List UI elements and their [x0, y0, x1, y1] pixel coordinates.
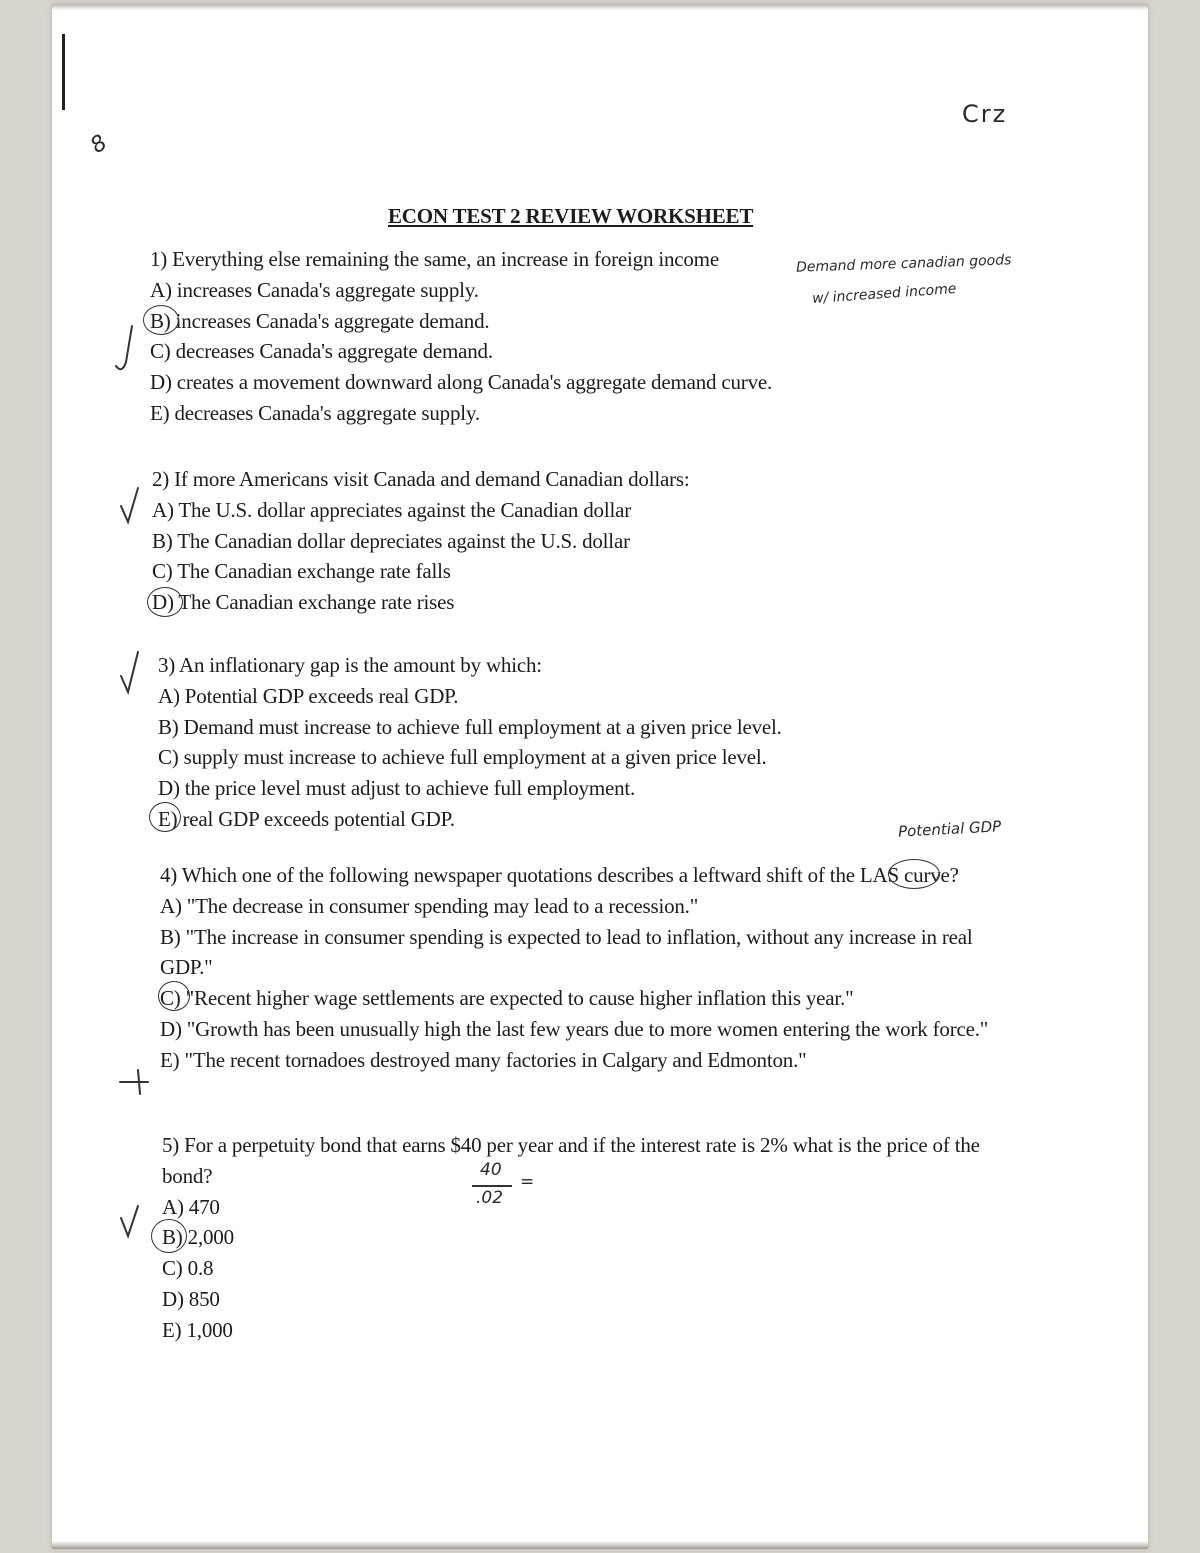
- arrow-mark-icon: [116, 1066, 152, 1096]
- calc-equals: =: [520, 1172, 535, 1192]
- question-4: [160, 860, 1000, 1076]
- option-b: B) increases Canada's aggregate demand.: [150, 308, 490, 333]
- option-d: D) the price level must adjust to achieve full employment.: [158, 776, 636, 801]
- calc-numerator: 40: [480, 1160, 502, 1180]
- handwritten-note: Demand more canadian goods: [795, 252, 1012, 276]
- option-a: A) increases Canada's aggregate supply.: [150, 277, 479, 302]
- option-c: C) The Canadian exchange rate falls: [152, 559, 451, 584]
- option-d: D) 850: [162, 1286, 220, 1311]
- question-1: [150, 244, 772, 429]
- margin-pen-stroke: [62, 34, 65, 110]
- worksheet-page: [52, 4, 1148, 1549]
- handwritten-note: Potential GDP: [897, 817, 1002, 841]
- checkmark-icon: [118, 1202, 142, 1240]
- option-a: A) Potential GDP exceeds real GDP.: [158, 683, 459, 708]
- question-5: [162, 1130, 992, 1346]
- option-e: E) "The recent tornadoes destroyed many factories in Calgary and Edmonton.": [160, 1047, 807, 1072]
- answer-circle-q4: [158, 981, 190, 1011]
- question-2: [152, 464, 690, 618]
- option-e: E) real GDP exceeds potential GDP.: [158, 806, 455, 831]
- option-e: E) 1,000: [162, 1317, 233, 1342]
- question-stem: 2) If more Americans visit Canada and demand Canadian dollars:: [152, 467, 690, 491]
- checkmark-icon: [118, 484, 142, 526]
- fraction-bar: [472, 1185, 512, 1187]
- answer-circle-q3: [149, 802, 181, 832]
- option-a: A) The U.S. dollar appreciates against the Canadian dollar: [152, 497, 632, 522]
- checkmark-icon: [118, 648, 142, 696]
- calc-denominator: .02: [476, 1188, 504, 1208]
- option-c: C) decreases Canada's aggregate demand.: [150, 339, 493, 364]
- question-3: [158, 650, 782, 835]
- handwritten-note: w/ increased income: [811, 280, 957, 308]
- option-a: A) 470: [162, 1194, 220, 1219]
- answer-circle-q2: [147, 587, 183, 617]
- answer-circle-q5: [151, 1219, 187, 1253]
- answer-circle-q1: [143, 305, 179, 335]
- score-mark: 8: [86, 130, 112, 159]
- option-d: D) The Canadian exchange rate rises: [152, 590, 455, 615]
- student-initials: Crz: [962, 100, 1008, 128]
- option-d: D) "Growth has been unusually high the last few years due to more women entering the work force.": [160, 1016, 989, 1041]
- option-c: C) 0.8: [162, 1256, 214, 1281]
- option-d: D) creates a movement downward along Canada's aggregate demand curve.: [150, 370, 773, 395]
- option-b: B) "The increase in consumer spending is expected to lead to inflation, without any increase in real GDP.": [160, 924, 973, 980]
- option-c: C) "Recent higher wage settlements are expected to cause higher inflation this year.": [160, 986, 854, 1011]
- option-b: B) Demand must increase to achieve full employment at a given price level.: [158, 714, 782, 739]
- option-c: C) supply must increase to achieve full employment at a given price level.: [158, 745, 767, 770]
- checkmark-icon: [110, 322, 140, 374]
- las-circle: [888, 859, 940, 889]
- worksheet-title: ECON TEST 2 REVIEW WORKSHEET: [388, 204, 754, 228]
- option-b: B) 2,000: [162, 1225, 234, 1250]
- option-a: A) "The decrease in consumer spending may lead to a recession.": [160, 893, 699, 918]
- option-e: E) decreases Canada's aggregate supply.: [150, 400, 480, 425]
- question-stem: 3) An inflationary gap is the amount by which:: [158, 653, 542, 677]
- question-stem: 4) Which one of the following newspaper quotations describes a leftward shift of the LAS curve?: [160, 863, 959, 887]
- option-b: B) The Canadian dollar depreciates against the U.S. dollar: [152, 528, 630, 553]
- question-stem: 5) For a perpetuity bond that earns $40 per year and if the interest rate is 2% what is the price of the bond?: [162, 1133, 980, 1188]
- question-stem: 1) Everything else remaining the same, an increase in foreign income: [150, 247, 719, 271]
- page-bottom-shadow: [52, 1541, 1148, 1549]
- page-top-shadow: [52, 4, 1148, 10]
